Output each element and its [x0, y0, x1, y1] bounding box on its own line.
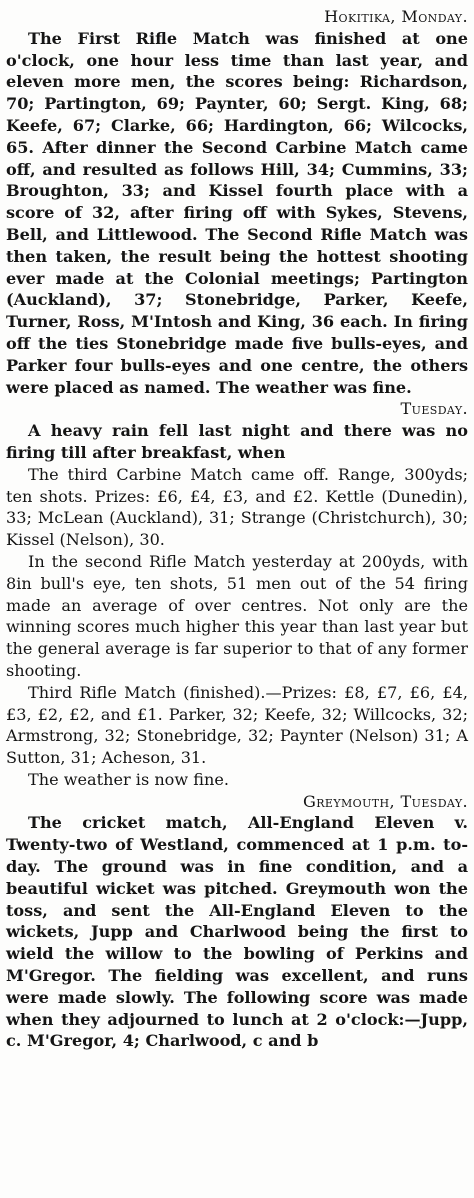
paragraph-third-carbine-match: The third Carbine Match came off. Range, 300yds; ten shots. Prizes: £6, £4, £3, and £2. Kettle (Dunedin), 33; McLean (Auckland), 31; Strange (Christchurch), 30; Kissel (Nelson), 30.	[6, 464, 468, 550]
dateline-hokitika: Hokitika, Monday.	[324, 7, 468, 26]
paragraph-third-rifle-match: Third Rifle Match (finished).—Prizes: £8, £7, £6, £4, £3, £2, £2, and £1. Parker, 32; Keefe, 32; Willcocks, 32; Armstrong, 32; Stonebridge, 32; Paynter (Nelson) 31; A Sutton, 31; Acheson, 31.	[6, 682, 468, 768]
paragraph-second-rifle-match: In the second Rifle Match yesterday at 200yds, with 8in bull's eye, ten shots, 51 men out of the 54 firing made an average of over centres. Not only are the winning scores much higher this year than last year but the general average is far superior to that of any former shooting.	[6, 551, 468, 680]
dateline-greymouth: Greymouth, Tuesday.	[302, 791, 468, 811]
paragraph-first-rifle-match: The First Rifle Match was finished at one o'clock, one hour less time than last year, and eleven more men, the scores being: Richardson, 70; Partington, 69; Paynter, 60; Sergt. King, 68; Keefe, 67; Clarke, 66; Hardington, 66; Wilcocks, 65. After dinner the Second Carbine Match came off, and resulted as follows Hill, 34; Cummins, 33; Broughton, 33; and Kissel fourth place with a score of 32, after firing off with Sykes, Stevens, Bell, and Littlewood. The Second Rifle Match was then taken, the result being the hottest shooting ever made at the Colonial meetings; Partington (Auckland), 37; Stonebridge, Parker, Keefe, Turner, Ross, M'Intosh and King, 36 each. In firing off the ties Stonebridge made five bulls-eyes, and Parker four bulls-eyes and one centre, the others were placed as named. The weather was fine.	[6, 28, 468, 397]
paragraph-cricket-match: The cricket match, All-England Eleven v. Twenty-two of Westland, commenced at 1 p.m. to-day. The ground was in fine condition, and a beautiful wicket was pitched. Greymouth won the toss, and sent the All-England Eleven to the wickets, Jupp and Charlwood being the first to wield the willow to the bowling of Perkins and M'Gregor. The fielding was excellent, and runs were made slowly. The following score was made when they adjourned to lunch at 2 o'clock:—Jupp, c. M'Gregor, 4; Charlwood, c and b	[6, 813, 468, 1051]
paragraph-heavy-rain: A heavy rain fell last night and there was no firing till after breakfast, when	[6, 421, 468, 462]
paragraph-weather: The weather is now fine.	[28, 769, 230, 789]
dateline-tuesday: Tuesday.	[400, 399, 468, 419]
